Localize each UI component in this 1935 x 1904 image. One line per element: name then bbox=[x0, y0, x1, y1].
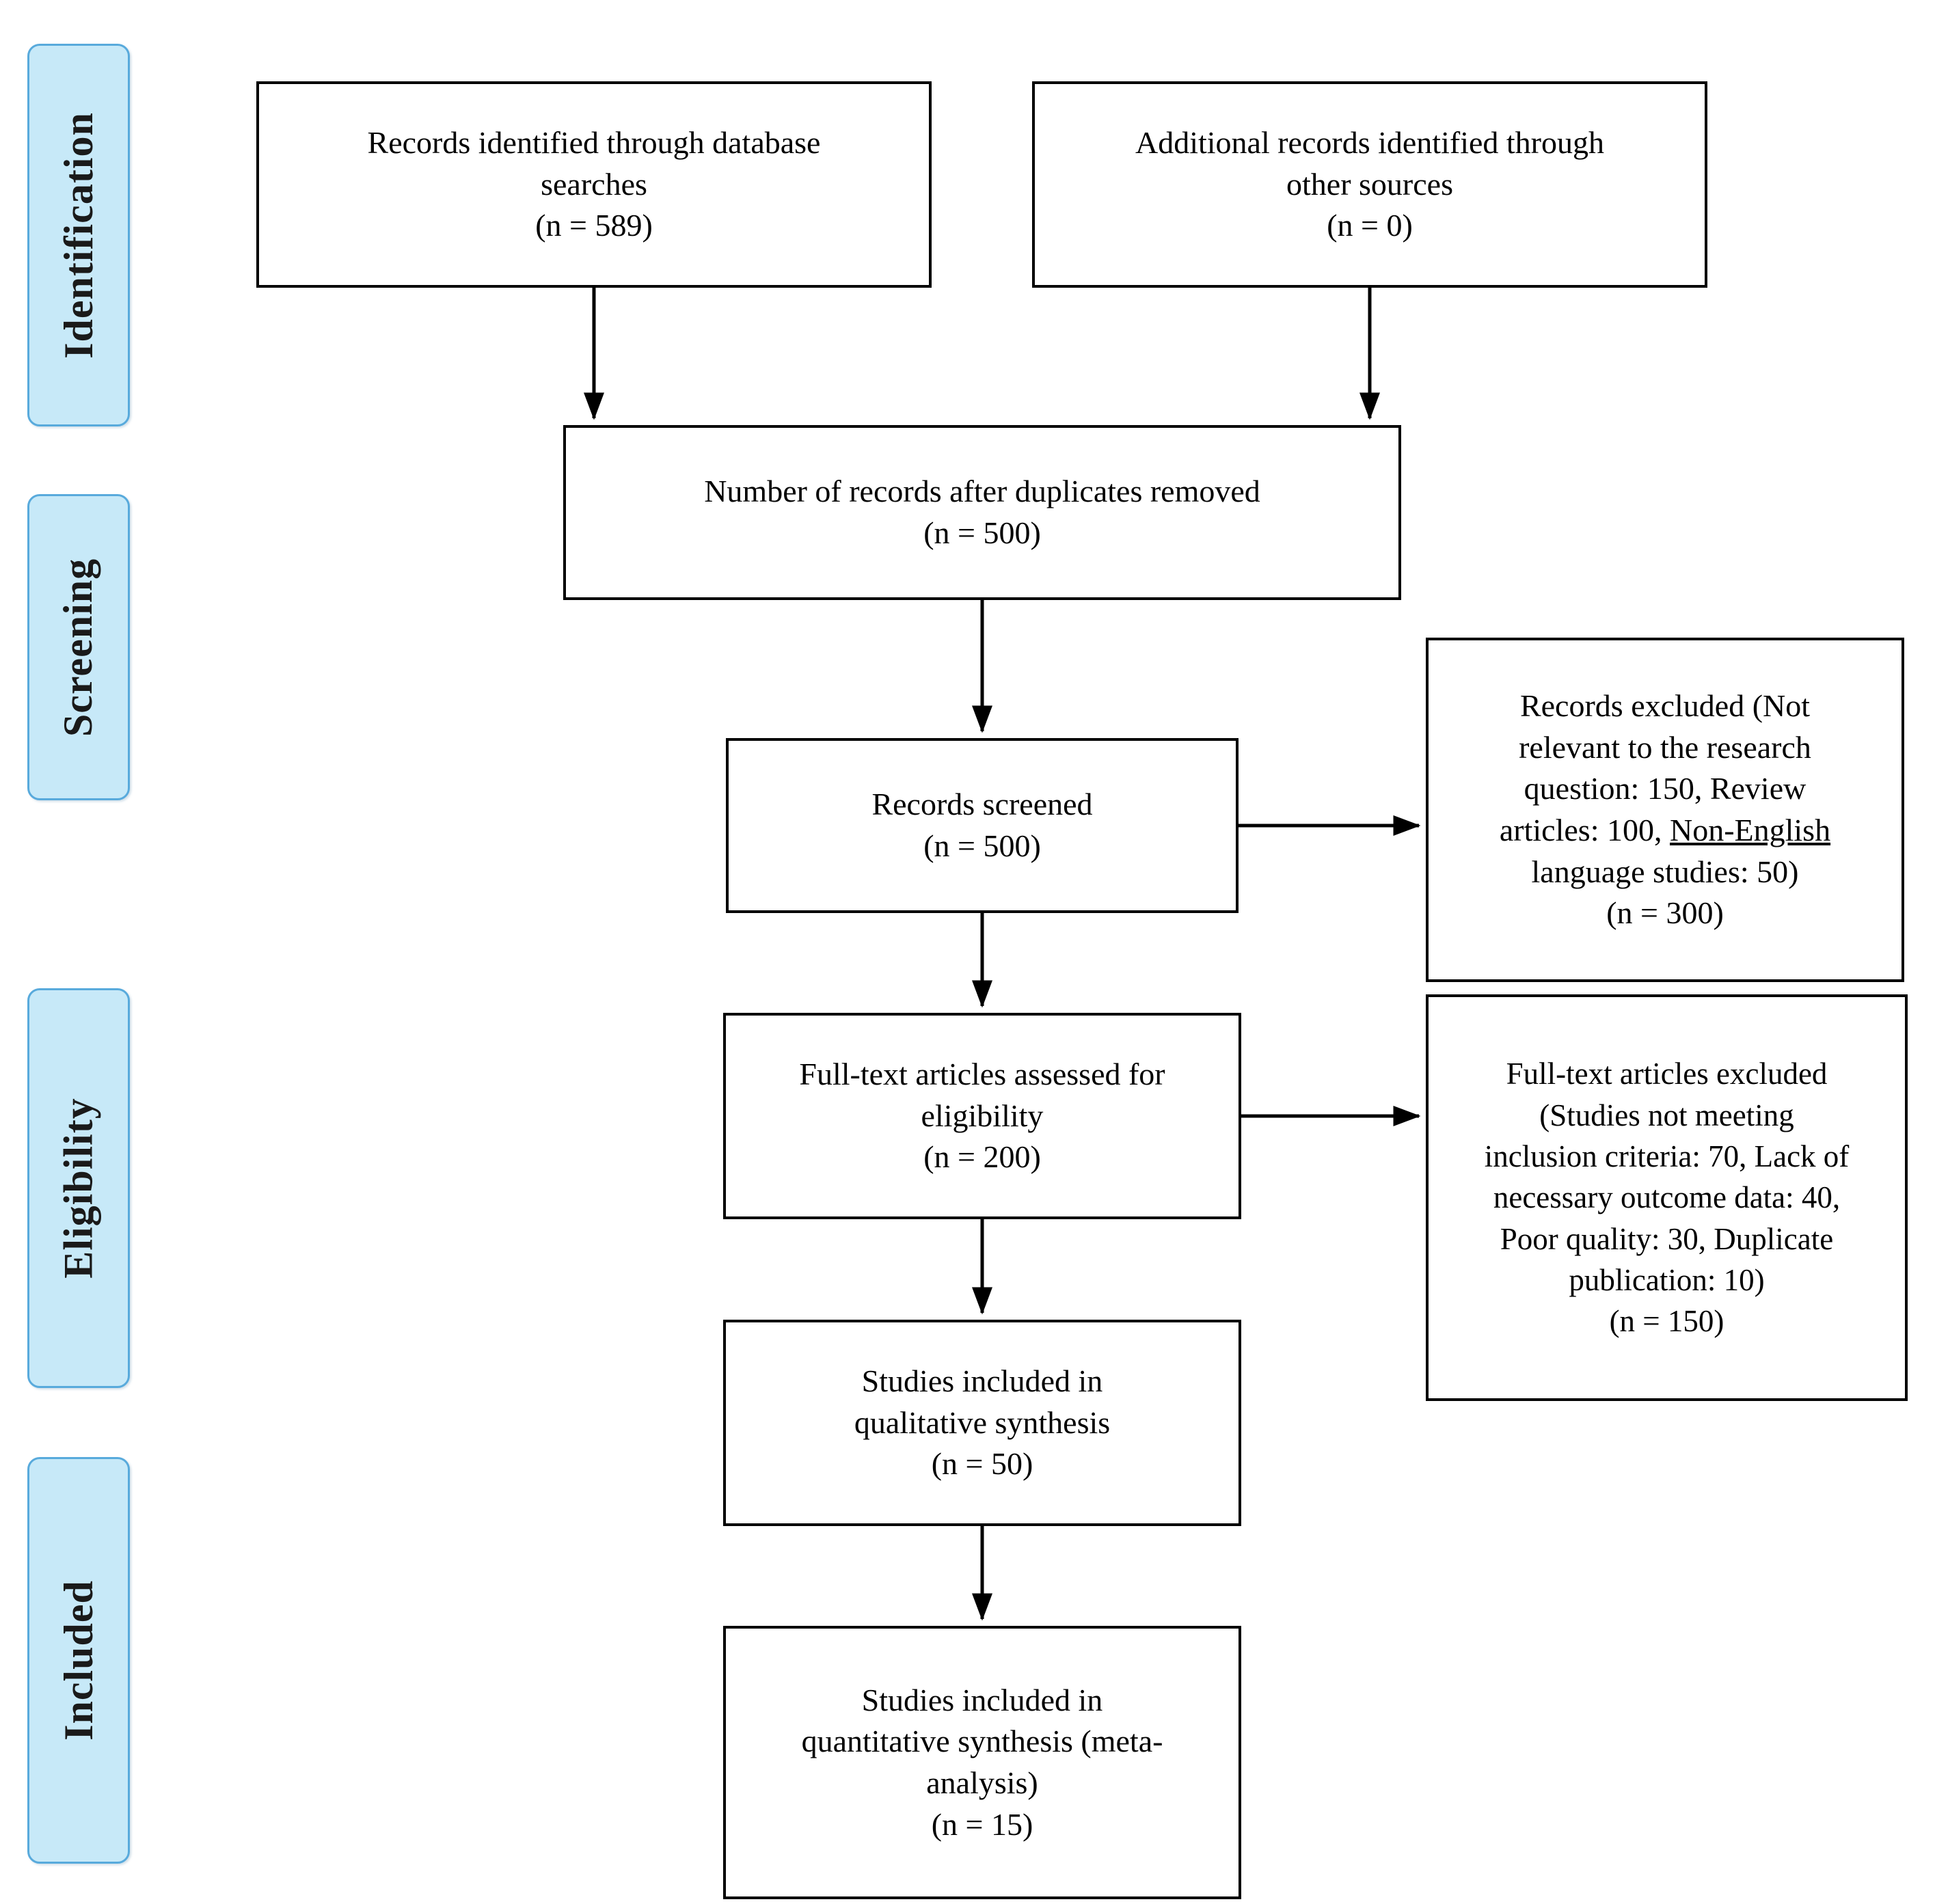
stage-label-identification bbox=[27, 44, 130, 426]
flow-box-records-excluded: Records excluded (Not relevant to the research question: 150, Review articles: 100, Non-English language studies: 50) (n = 300) bbox=[1426, 638, 1904, 982]
flow-box-fulltext-excluded: Full-text articles excluded (Studies not meeting inclusion criteria: 70, Lack of necessary outcome data: 40, Poor quality: 30, Duplicate publication: 10) (n = 150) bbox=[1426, 994, 1908, 1401]
flow-box-records-identified-database: Records identified through database searches (n = 589) bbox=[256, 81, 932, 288]
flow-box-fulltext-assessed: Full-text articles assessed for eligibility (n = 200) bbox=[723, 1013, 1241, 1219]
flow-box-quantitative-synthesis: Studies included in quantitative synthesis (meta- analysis) (n = 15) bbox=[723, 1626, 1241, 1899]
stage-label-identification-text: Identification bbox=[55, 111, 101, 359]
stage-label-included bbox=[27, 1457, 130, 1864]
stage-label-eligibility bbox=[27, 988, 130, 1388]
stage-label-screening bbox=[27, 494, 130, 800]
stage-label-screening-text: Screening bbox=[55, 558, 101, 737]
stage-label-included-text: Included bbox=[55, 1580, 101, 1741]
flow-box-records-after-duplicates-removed: Number of records after duplicates removed (n = 500) bbox=[563, 425, 1401, 600]
flow-box-records-screened: Records screened (n = 500) bbox=[726, 738, 1239, 913]
flow-box-qualitative-synthesis: Studies included in qualitative synthesis (n = 50) bbox=[723, 1320, 1241, 1526]
flow-box-records-identified-other-sources: Additional records identified through other sources (n = 0) bbox=[1032, 81, 1707, 288]
stage-label-eligibility-text: Eligibility bbox=[55, 1098, 101, 1279]
